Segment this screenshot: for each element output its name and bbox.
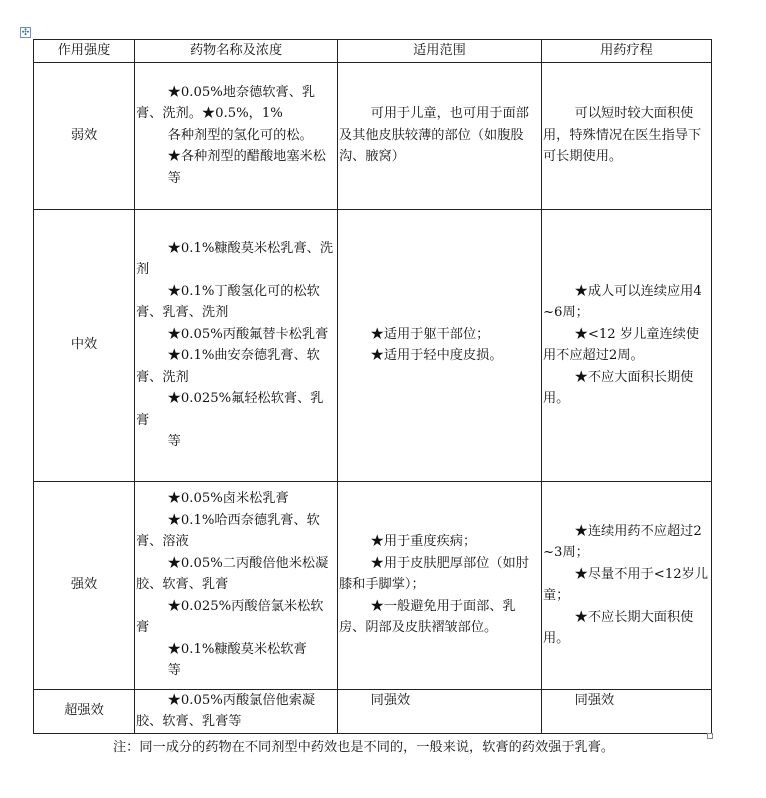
course-item: 同强效 <box>574 692 615 708</box>
scope-item: ★用于重度疾病； <box>370 534 477 550</box>
drug-item: ★0.1%哈西奈德乳膏、软膏、溶液 <box>136 512 320 550</box>
level-cell: 弱效 <box>34 62 135 209</box>
drug-item: 等 <box>167 434 181 449</box>
drug-item: ★0.05%卤米松乳膏 <box>167 491 289 507</box>
scope-cell <box>338 481 542 689</box>
course-item: ★<12 岁儿童连续使用不应超过2周。 <box>543 326 700 363</box>
table-row <box>34 209 712 481</box>
table-row <box>34 689 712 733</box>
drug-item: ★0.1%曲安奈德乳膏、软膏、洗剂 <box>136 348 320 385</box>
scope-item: 同强效 <box>370 692 411 708</box>
scope-item: ★适用于轻中度皮损。 <box>370 348 503 363</box>
table-resize-handle-icon[interactable] <box>707 733 713 739</box>
drug-item: 等 <box>167 170 181 186</box>
drug-item: ★0.05%丙酸氟替卡松乳膏 <box>167 326 329 342</box>
course-item: ★不应大面积长期使用。 <box>543 369 694 406</box>
drug-item: ★0.025%丙酸倍氯米松软膏 <box>136 598 324 636</box>
drug-item: ★0.1%糠酸莫米松软膏 <box>167 641 307 657</box>
header-course: 用药疗程 <box>542 40 712 63</box>
course-cell <box>542 689 712 733</box>
table-header-row <box>34 40 712 63</box>
scope-cell <box>338 62 542 209</box>
drugs-cell <box>135 689 338 733</box>
drugs-cell <box>135 481 338 689</box>
drug-item: ★0.025%氟轻松软膏、乳膏 <box>136 391 324 428</box>
drug-item: ★各种剂型的醋酸地塞米松 <box>167 149 326 165</box>
drugs-cell <box>135 209 338 481</box>
scope-item: ★一般避免用于面部、乳房、阴部及皮肤褶皱部位。 <box>339 598 516 636</box>
header-drugs: 药物名称及浓度 <box>135 40 338 63</box>
drug-item: ★0.1%丁酸氢化可的松软膏、乳膏、洗剂 <box>136 283 320 320</box>
level-cell: 中效 <box>34 209 135 481</box>
scope-item: 可用于儿童，也可用于面部及其他皮肤较薄的部位（如腹股沟、腋窝） <box>339 106 529 165</box>
level-cell: 强效 <box>34 481 135 689</box>
level-cell: 超强效 <box>34 689 135 733</box>
corticosteroid-potency-table <box>33 39 712 734</box>
header-scope: 适用范围 <box>338 40 542 63</box>
course-item: ★成人可以连续应用4~6周； <box>543 283 702 320</box>
scope-item: ★用于皮肤肥厚部位（如肘膝和手脚掌）； <box>339 555 529 593</box>
scope-cell <box>338 209 542 481</box>
course-cell <box>542 62 712 209</box>
course-cell <box>542 209 712 481</box>
table-row <box>34 62 712 209</box>
drug-item: ★0.05%丙酸氯倍他索凝胶、软膏、乳膏等 <box>136 692 316 729</box>
drugs-cell <box>135 62 338 209</box>
scope-cell <box>338 689 542 733</box>
header-level: 作用强度 <box>34 40 135 63</box>
table-move-anchor-icon[interactable]: ✣ <box>21 28 30 38</box>
course-cell <box>542 481 712 689</box>
course-item: ★连续用药不应超过2~3周； <box>543 523 702 560</box>
drug-item: ★0.05%地奈德软膏、乳膏、洗剂。★0.5%，1% <box>136 84 316 122</box>
course-item: ★不应长期大面积使用。 <box>543 609 694 646</box>
drug-item: 各种剂型的氢化可的松。 <box>167 127 313 143</box>
table-row <box>34 481 712 689</box>
footnote: 注：同一成分的药物在不同剂型中药效也是不同的，一般来说，软膏的药效强于乳膏。 <box>113 740 615 755</box>
drug-item: 等 <box>167 663 181 679</box>
scope-item: ★适用于躯干部位； <box>370 326 490 342</box>
course-item: ★尽量不用于<12岁儿童； <box>543 566 709 603</box>
drug-item: ★0.05%二丙酸倍他米松凝胶、软膏、乳膏 <box>136 555 329 593</box>
course-item: 可以短时较大面积使用，特殊情况在医生指导下可长期使用。 <box>543 106 702 165</box>
drug-item: ★0.1%糠酸莫米松乳膏、洗剂 <box>136 240 334 277</box>
